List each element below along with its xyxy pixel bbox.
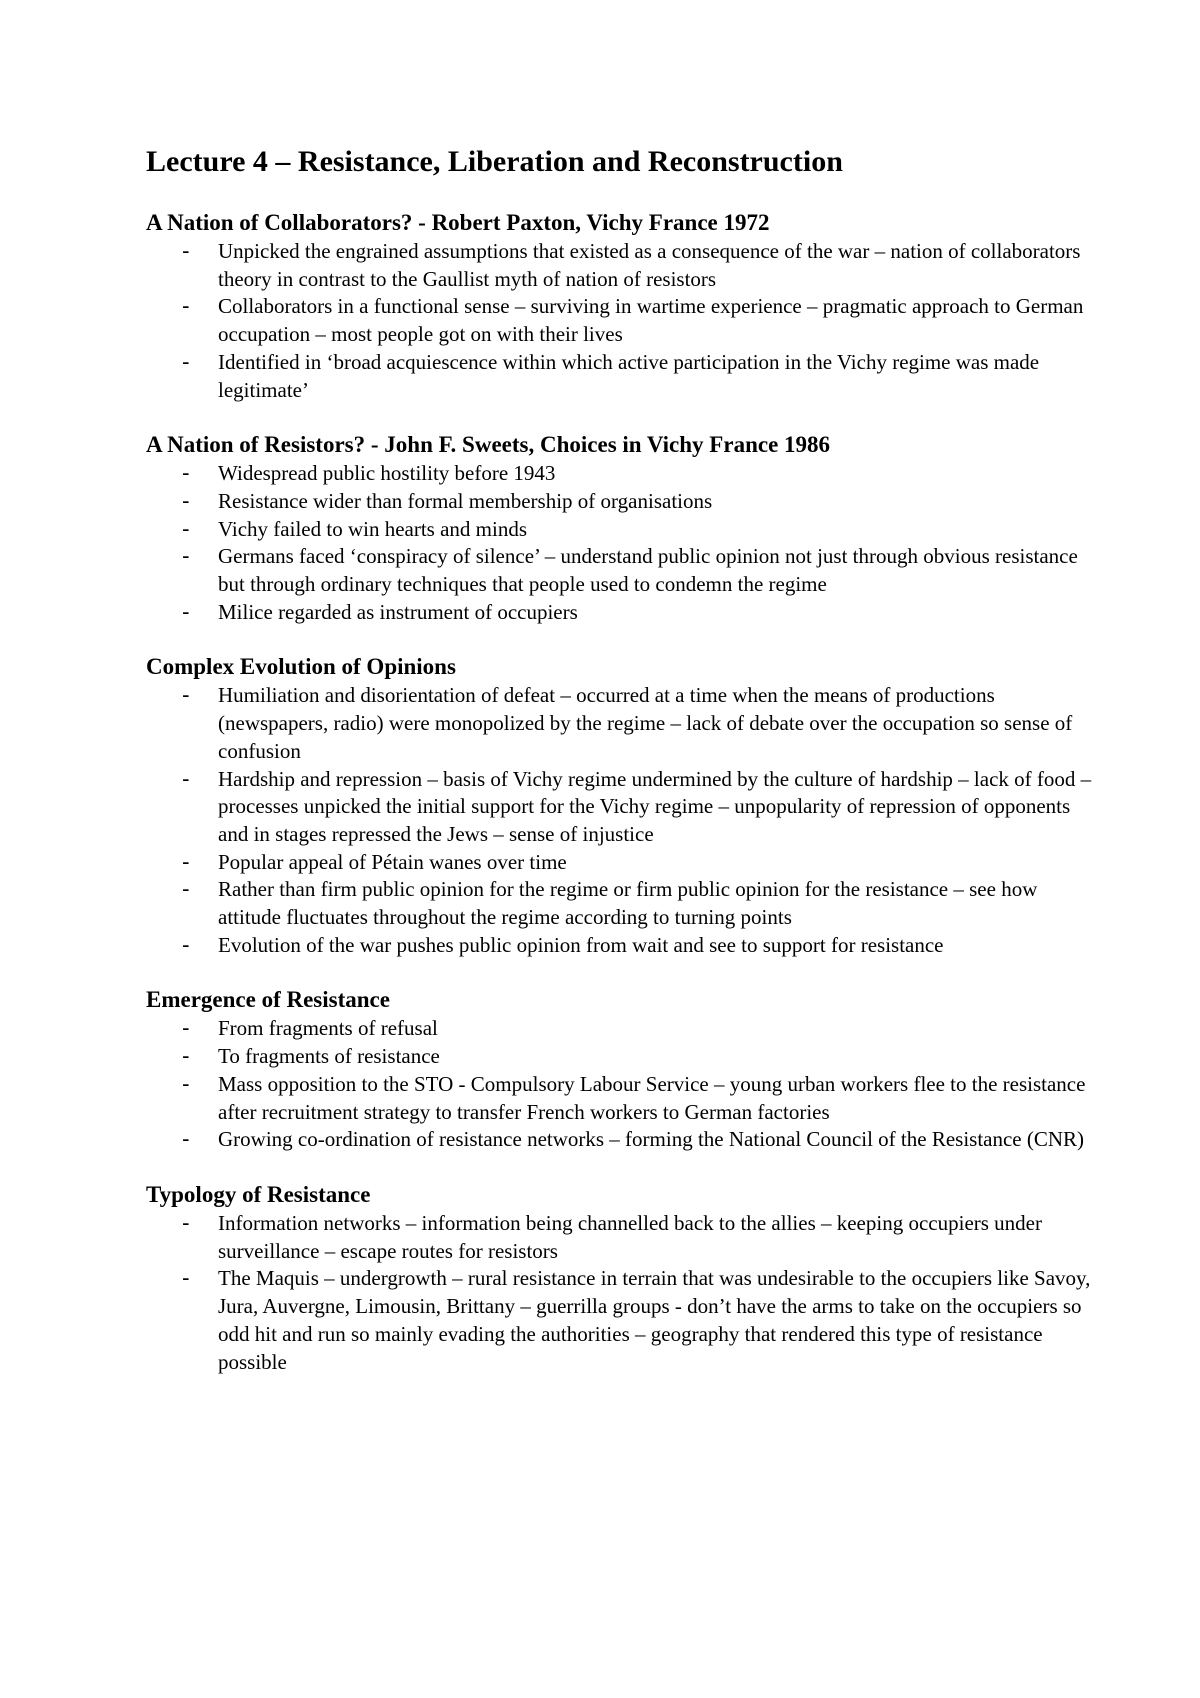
bullet-marker: - (182, 239, 190, 263)
bullet-marker: - (182, 766, 190, 791)
bullet-item (146, 1210, 1100, 1265)
section (146, 208, 1100, 404)
bullet-text: Mass opposition to the STO - Compulsory Labour Service – young urban workers flee to the resistance after recruitment strategy to transfer French workers to German factories (218, 1071, 1086, 1124)
bullet-text: Unpicked the engrained assumptions that existed as a consequence of the war – nation of collaborators theory in contrast to the Gaullist myth of nation of resistors (218, 239, 1081, 291)
section (146, 652, 1100, 959)
bullet-text: Rather than firm public opinion for the regime or firm public opinion for the resistance – see how attitude fluctuates throughout the regime according to turning points (218, 877, 1038, 930)
bullet-item (146, 766, 1100, 849)
bullet-marker: - (182, 849, 190, 874)
bullet-text: Widespread public hostility before 1943 (218, 461, 556, 486)
sections-container (146, 208, 1100, 1376)
bullet-text: Popular appeal of Pétain wanes over time (218, 849, 567, 874)
bullet-text: Vichy failed to win hearts and minds (218, 516, 528, 541)
bullet-text: Germans faced ‘conspiracy of silence’ – understand public opinion not just through obvious resistance but through ordinary techniques that people used to condemn the regime (218, 544, 1078, 597)
bullet-item (146, 349, 1100, 404)
bullet-item (146, 1265, 1100, 1376)
bullet-item (146, 543, 1100, 598)
bullet-list (146, 682, 1100, 959)
bullet-marker: - (182, 349, 190, 374)
bullet-marker: - (182, 544, 190, 569)
bullet-item (146, 876, 1100, 931)
bullet-list (146, 238, 1100, 404)
bullet-list (146, 1015, 1100, 1154)
section-heading: A Nation of Collaborators? - Robert Paxton, Vichy France 1972 (146, 210, 770, 235)
section (146, 430, 1100, 626)
bullet-list (146, 460, 1100, 626)
bullet-text: Humiliation and disorientation of defeat – occurred at a time when the means of productions (newspapers, radio) were monopolized by the regime – lack of debate over the occupation so sense of confusion (218, 683, 1073, 763)
bullet-text: Hardship and repression – basis of Vichy regime undermined by the culture of hardship – lack of food – processes unpicked the initial support for the Vichy regime – unpopularity of repression of opponents and in stages repressed the Jews – sense of injustice (218, 766, 1092, 846)
bullet-text: Identified in ‘broad acquiescence within which active participation in the Vichy regime was made legitimate’ (218, 349, 1040, 402)
bullet-text: Information networks – information being channelled back to the allies – keeping occupiers under surveillance – escape routes for resistors (218, 1210, 1042, 1263)
section-heading: Complex Evolution of Opinions (146, 654, 456, 680)
section (146, 985, 1100, 1154)
section-heading: Emergence of Resistance (146, 987, 390, 1013)
bullet-marker: - (182, 294, 190, 319)
bullet-marker: - (182, 1016, 190, 1041)
bullet-item (146, 293, 1100, 348)
bullet-text: To fragments of resistance (218, 1044, 440, 1069)
bullet-marker: - (182, 516, 190, 541)
bullet-item (146, 516, 1100, 544)
bullet-marker: - (182, 461, 190, 486)
bullet-text: Growing co-ordination of resistance networks – forming the National Council of the Resistance (CNR) (218, 1127, 1085, 1152)
bullet-item (146, 1071, 1100, 1126)
bullet-marker: - (182, 932, 190, 957)
section-heading: A Nation of Resistors? - John F. Sweets, Choices in Vichy France 1986 (146, 432, 831, 458)
bullet-text: The Maquis – undergrowth – rural resistance in terrain that was undesirable to the occupiers like Savoy, Jura, Auvergne, Limousin, Brittany – guerrilla groups - don’t have the arms to take on the occupiers so odd hit and run so mainly evading the authorities – geography that rendered this type of resistance possible (218, 1266, 1091, 1374)
bullet-marker: - (182, 599, 190, 624)
bullet-marker: - (182, 1044, 190, 1069)
document-title: Lecture 4 – Resistance, Liberation and Reconstruction (146, 145, 843, 178)
bullet-item (146, 682, 1100, 765)
bullet-marker: - (182, 1127, 190, 1152)
bullet-list (146, 1210, 1100, 1376)
bullet-item (146, 932, 1100, 960)
bullet-text: Resistance wider than formal membership of organisations (218, 488, 713, 513)
bullet-item (146, 1015, 1100, 1043)
bullet-text: Collaborators in a functional sense – surviving in wartime experience – pragmatic approach to German occupation – most people got on with their lives (218, 294, 1084, 347)
bullet-marker: - (182, 1210, 190, 1235)
section (146, 1180, 1100, 1376)
bullet-item (146, 488, 1100, 516)
bullet-text: Evolution of the war pushes public opinion from wait and see to support for resistance (218, 932, 944, 957)
bullet-item (146, 849, 1100, 877)
bullet-marker: - (182, 488, 190, 513)
section-heading: Typology of Resistance (146, 1181, 371, 1207)
bullet-item (146, 238, 1100, 293)
bullet-marker: - (182, 1071, 190, 1096)
bullet-item (146, 1043, 1100, 1071)
bullet-text: From fragments of refusal (218, 1016, 438, 1041)
bullet-marker: - (182, 877, 190, 902)
bullet-text: Milice regarded as instrument of occupiers (218, 599, 578, 624)
bullet-item (146, 599, 1100, 627)
bullet-marker: - (182, 1266, 190, 1291)
bullet-item (146, 460, 1100, 488)
bullet-item (146, 1126, 1100, 1154)
bullet-marker: - (182, 683, 190, 708)
